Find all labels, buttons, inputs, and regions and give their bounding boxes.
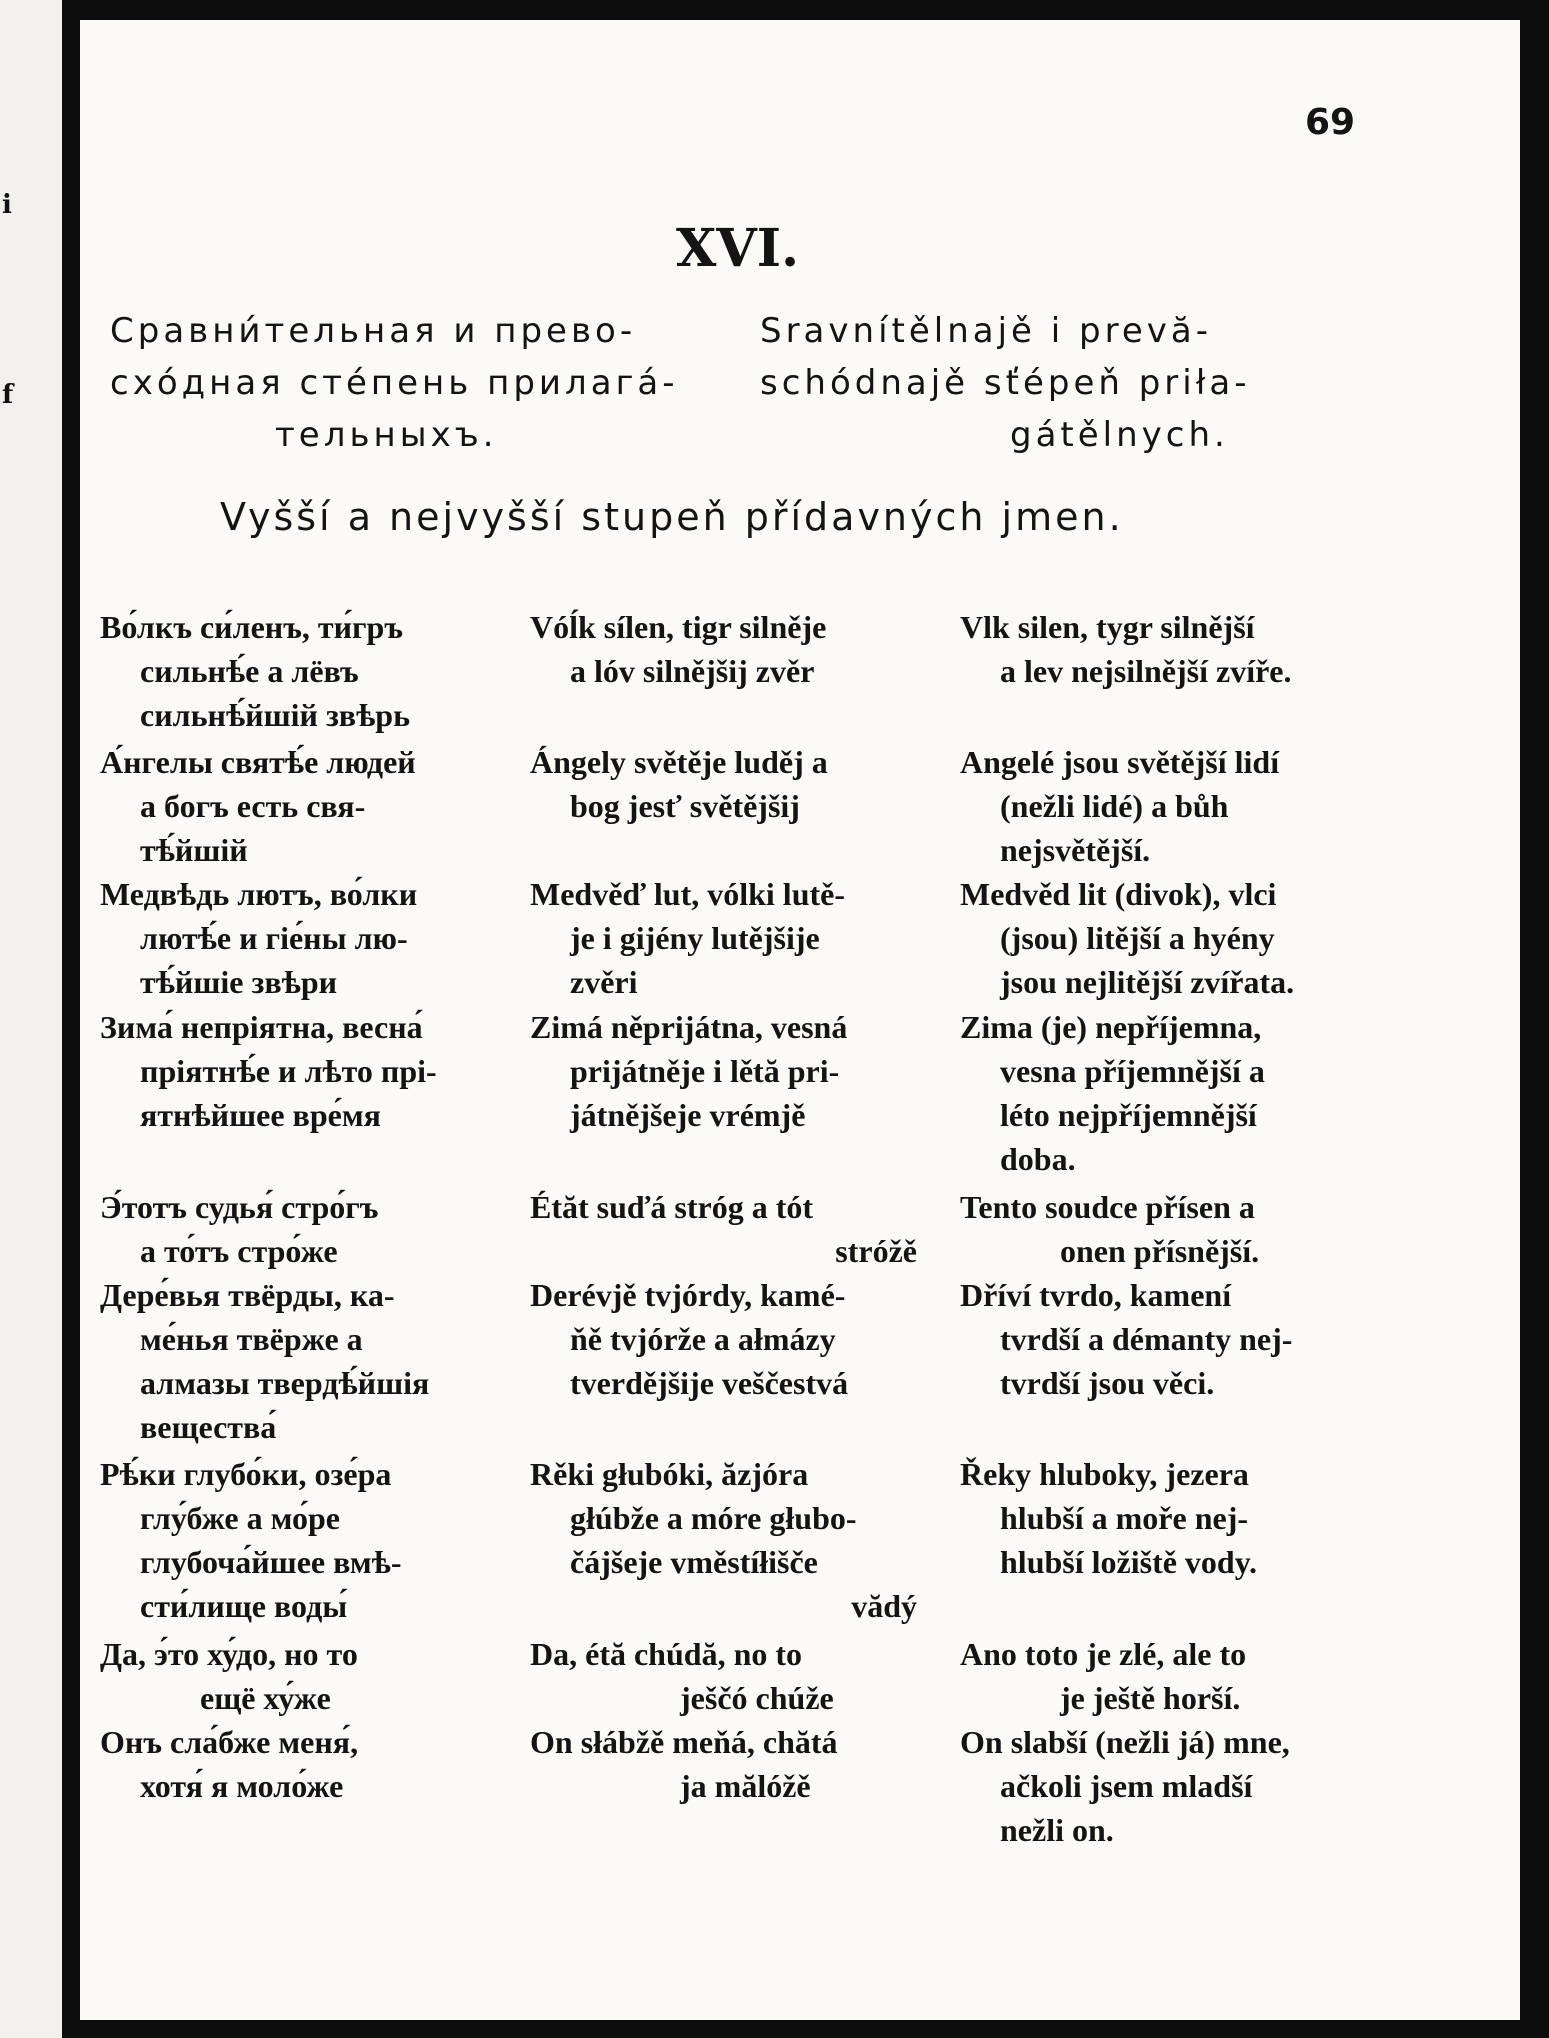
- text-line: On slabší (nežli já) mne,: [960, 1724, 1290, 1760]
- text-line: a lev nejsilnější zvíře.: [1000, 653, 1292, 689]
- text-line: лютѣ́е и гіе́ны лю-: [140, 920, 408, 956]
- czech-cell: [960, 1720, 1415, 1852]
- church-slavonic-translit-cell: [530, 1720, 925, 1808]
- church-slavonic-translit-cell: [530, 1452, 925, 1628]
- heading-line: Sravnítělnajě i prevă-: [760, 311, 1212, 351]
- church-slavonic-translit-cell: [530, 1632, 925, 1720]
- church-slavonic-translit-cell: [530, 605, 925, 693]
- text-line: хотя́ я моло́же: [140, 1768, 344, 1804]
- heading-czech: [760, 305, 1450, 461]
- text-line: Да, э́то ху́до, но то: [100, 1636, 358, 1672]
- text-line: (jsou) litější a hyény: [1000, 920, 1275, 956]
- facing-page-edge: [0, 0, 62, 2038]
- text-line: léto nejpříjemnější: [1000, 1097, 1257, 1133]
- czech-cell: [960, 605, 1415, 693]
- text-line: алмазы твердѣ́йшія: [140, 1365, 430, 1401]
- russian-cell: [100, 872, 480, 1004]
- text-line: ещё ху́же: [200, 1680, 331, 1716]
- text-line: Рѣ́ки глубо́ки, озе́ра: [100, 1456, 392, 1492]
- text-line: Da, étă chúdă, no to: [530, 1636, 803, 1672]
- russian-cell: [100, 1720, 480, 1808]
- heading-line: Сравни́тельная и прево-: [110, 311, 637, 351]
- text-line: vădý: [851, 1588, 917, 1624]
- text-line: сти́лище воды́: [140, 1588, 348, 1624]
- text-line: tverdějšije veščestvá: [570, 1365, 849, 1401]
- text-line: Zimá něprijátna, vesná: [530, 1009, 848, 1045]
- czech-cell: [960, 1005, 1415, 1181]
- text-line: tvrdší jsou věci.: [1000, 1365, 1215, 1401]
- text-line: (nežli lidé) a bůh: [1000, 788, 1229, 824]
- russian-cell: [100, 1452, 480, 1628]
- text-line: stróžě: [835, 1233, 917, 1269]
- text-line: а богъ есть свя-: [140, 788, 366, 824]
- church-slavonic-translit-cell: [530, 1005, 925, 1137]
- text-line: тѣ́йшій: [140, 832, 248, 868]
- text-line: Vlk silen, tygr silnější: [960, 609, 1255, 645]
- text-line: глубоча́йшее вмѣ-: [140, 1544, 402, 1580]
- text-line: je i gijény lutějšije: [570, 920, 820, 956]
- text-line: prijátněje i lětă pri-: [570, 1053, 840, 1089]
- text-line: játnějšeje vrémjě: [570, 1097, 806, 1133]
- text-line: А́нгелы святѣ́е людей: [100, 744, 416, 780]
- text-line: tvrdší a démanty nej-: [1000, 1321, 1293, 1357]
- text-line: doba.: [1000, 1141, 1076, 1177]
- russian-cell: [100, 1632, 480, 1720]
- text-line: a lóv silnějšij zvěr: [570, 653, 815, 689]
- text-line: zvěri: [570, 964, 638, 1000]
- text-line: Ángely světěje luděj a: [530, 744, 828, 780]
- text-line: пріятнѣ́е и лѣто прі-: [140, 1053, 437, 1089]
- text-line: ятнѣйшее вре́мя: [140, 1097, 381, 1133]
- text-line: Онъ сла́бже меня́,: [100, 1724, 359, 1760]
- text-line: Зима́ непріятна, весна́: [100, 1009, 423, 1045]
- church-slavonic-translit-cell: [530, 1185, 925, 1273]
- text-line: Medvěd lit (divok), vlci: [960, 876, 1277, 912]
- text-line: Řeky hluboky, jezera: [960, 1456, 1249, 1492]
- heading-line: schódnajě sťépeň priła-: [760, 363, 1251, 403]
- text-line: Rěki głubóki, ăzjóra: [530, 1456, 809, 1492]
- text-line: Медвѣдь лютъ, во́лки: [100, 876, 418, 912]
- section-number: XVI.: [676, 218, 800, 279]
- czech-cell: [960, 1185, 1415, 1273]
- text-line: głúbže a móre głubo-: [570, 1500, 857, 1536]
- text-line: сильнѣ́е а лёвъ: [140, 653, 359, 689]
- text-line: ме́нья твёрже а: [140, 1321, 363, 1357]
- heading-russian: [110, 305, 760, 461]
- heading-line: тельныхъ.: [275, 415, 498, 455]
- russian-cell: [100, 1005, 480, 1137]
- text-line: Ano toto je zlé, ale to: [960, 1636, 1247, 1672]
- text-line: nejsvětější.: [1000, 832, 1151, 868]
- text-line: а то́тъ стро́же: [140, 1233, 338, 1269]
- czech-cell: [960, 1452, 1415, 1584]
- text-line: Derévjě tvjórdy, kamé-: [530, 1277, 846, 1313]
- text-line: ješčó chúže: [680, 1680, 834, 1716]
- text-line: hlubší ložiště vody.: [1000, 1544, 1257, 1580]
- text-line: Vóĺk sílen, tigr silnějе: [530, 609, 827, 645]
- text-line: je ještě horší.: [1060, 1680, 1241, 1716]
- text-line: nežli on.: [1000, 1812, 1114, 1848]
- church-slavonic-translit-cell: [530, 872, 925, 1004]
- text-line: тѣ́йшіе звѣри: [140, 964, 338, 1000]
- subtitle: Vyšší a nejvyšší stupeň přídavných jmen.: [220, 495, 1124, 539]
- russian-cell: [100, 1185, 480, 1273]
- margin-letter: f: [2, 380, 14, 410]
- text-line: ja mălóžě: [680, 1768, 811, 1804]
- text-line: Angelé jsou světější lidí: [960, 744, 1280, 780]
- russian-cell: [100, 1273, 480, 1449]
- text-line: Tento soudce přísen a: [960, 1189, 1255, 1225]
- czech-cell: [960, 740, 1415, 872]
- russian-cell: [100, 605, 480, 737]
- text-line: ňě tvjórže a ałmázy: [570, 1321, 836, 1357]
- text-line: Dříví tvrdo, kamení: [960, 1277, 1232, 1313]
- page-number: 69: [1305, 102, 1356, 143]
- russian-cell: [100, 740, 480, 872]
- text-line: hlubší a moře nej-: [1000, 1500, 1248, 1536]
- text-line: bog jesť světějšij: [570, 788, 800, 824]
- text-line: вещества́: [140, 1409, 277, 1445]
- text-line: глу́бже а мо́ре: [140, 1500, 340, 1536]
- text-line: onen přísnější.: [1060, 1233, 1260, 1269]
- text-line: vesna příjemnější a: [1000, 1053, 1265, 1089]
- czech-cell: [960, 1632, 1415, 1720]
- text-line: Дере́вья твёрды, ка-: [100, 1277, 395, 1313]
- text-line: Э́тотъ судья́ стро́гъ: [100, 1189, 379, 1225]
- text-line: ačkoli jsem mladší: [1000, 1768, 1253, 1804]
- heading-line: gátělnych.: [1010, 415, 1229, 455]
- text-line: Zima (je) nepříjemna,: [960, 1009, 1262, 1045]
- church-slavonic-translit-cell: [530, 1273, 925, 1405]
- margin-letter: i: [2, 190, 12, 220]
- book-page: [80, 20, 1520, 2020]
- text-line: Medvěď lut, vólki lutě-: [530, 876, 845, 912]
- church-slavonic-translit-cell: [530, 740, 925, 828]
- text-line: jsou nejlitější zvířata.: [1000, 964, 1295, 1000]
- czech-cell: [960, 1273, 1415, 1405]
- text-line: Étăt suďá stróg a tót: [530, 1189, 813, 1225]
- text-line: Во́лкъ си́ленъ, ти́гръ: [100, 609, 403, 645]
- text-line: On słábžě meňá, chătá: [530, 1724, 838, 1760]
- text-line: čájšeje vměstíłišče: [570, 1544, 818, 1580]
- czech-cell: [960, 872, 1415, 1004]
- text-line: сильнѣ́йшій звѣрь: [140, 697, 410, 733]
- heading-line: схо́дная сте́пень прилага́-: [110, 363, 679, 403]
